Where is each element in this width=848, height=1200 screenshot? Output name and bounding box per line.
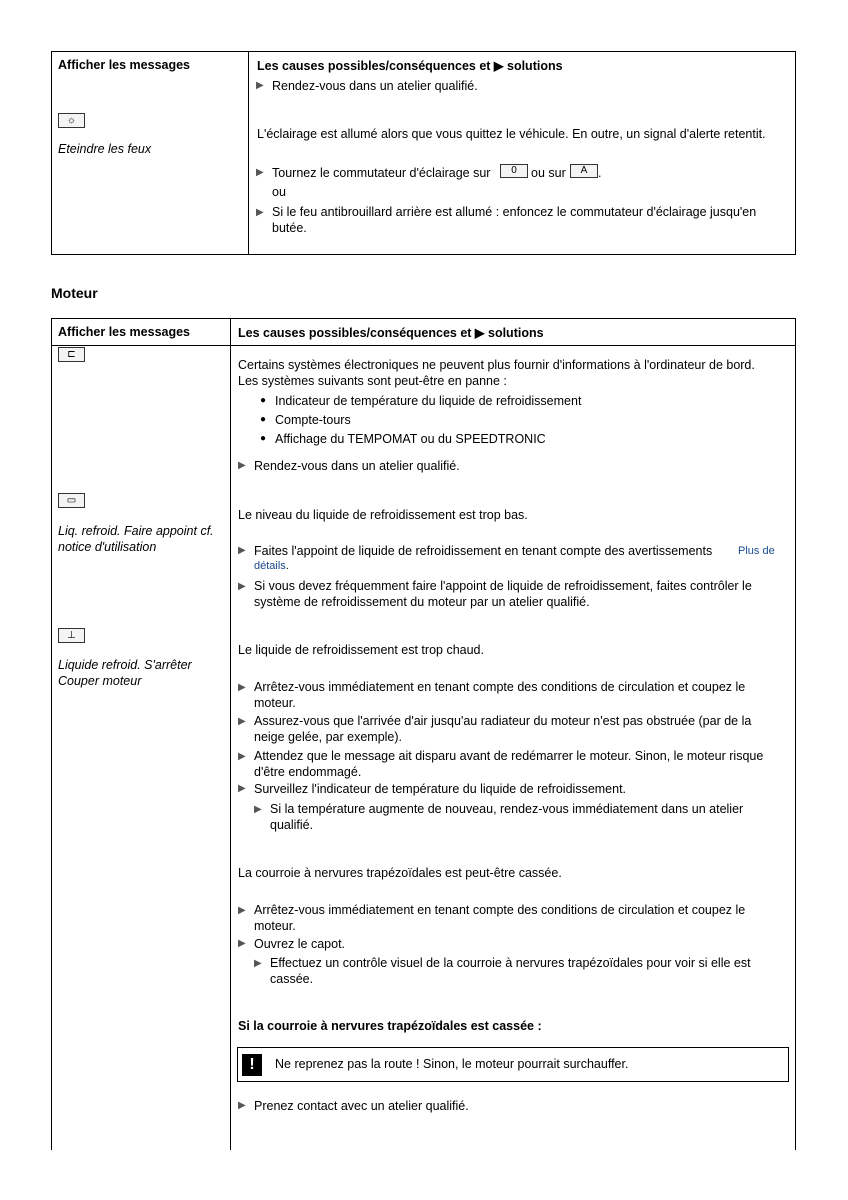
belt-broken-heading: Si la courroie à nervures trapézoïdales est cassée : — [238, 1019, 542, 1033]
bullet-item: ● Affichage du TEMPOMAT ou du SPEEDTRONIC — [275, 432, 546, 446]
coolant-hot-message: Liquide refroid. S'arrêter Couper moteur — [58, 658, 192, 688]
bullet-item: ● Compte-tours — [275, 413, 351, 427]
coolant-level-message: Liq. refroid. Faire appoint cf. notice d'utilisation — [58, 524, 214, 554]
sub-action-item: ▶ Si la température augmente de nouveau, rendez-vous immédiatement dans un atelier qualifié. — [270, 801, 775, 833]
action-item: ▶ Arrêtez-vous immédiatement en tenant compte des conditions de circulation et coupez le moteur. — [254, 902, 779, 934]
switch-position-0-icon: 0 — [500, 164, 528, 178]
table-divider — [248, 51, 249, 255]
link-period: . — [285, 560, 289, 572]
action-item: ▶ Si le feu antibrouillard arrière est allumé : enfoncez le commutateur d'éclairage jusqu'en butée. — [272, 204, 782, 236]
col-header-causes: Les causes possibles/conséquences et ▶ solutions — [257, 59, 563, 73]
col-header-messages: Afficher les messages — [58, 325, 191, 339]
action-item: ▶ Attendez que le message ait disparu avant de redémarrer le moteur. Sinon, le moteur risque d'être endommagé. — [254, 748, 779, 780]
light-icon: ☼ — [58, 113, 85, 128]
action-item: ▶ Assurez-vous que l'arrivée d'air jusqu'au radiateur du moteur n'est pas obstruée (par de la neige gelée, par exemple). — [254, 713, 779, 745]
lights-message: Eteindre les feux — [58, 142, 152, 156]
sub-action-item: ▶ Effectuez un contrôle visuel de la courroie à nervures trapézoïdales pour voir si elle est cassée. — [270, 955, 775, 987]
section-title: Moteur — [51, 285, 98, 301]
engine-cause: Certains systèmes électroniques ne peuvent plus fournir d'informations à l'ordinateur de bord. Les systèmes suivants sont peut-être en panne : — [238, 358, 755, 388]
coolant-temperature-icon: ⊥ — [58, 628, 85, 643]
lights-cause: L'éclairage est allumé alors que vous quittez le véhicule. En outre, un signal d'alerte retentit. — [257, 127, 766, 141]
coolant-reservoir-icon: ▭ — [58, 493, 85, 508]
switch-position-auto-icon: A — [570, 164, 598, 178]
action-item — [272, 166, 490, 180]
or-text: ou — [272, 185, 286, 199]
action-item: ▶ Prenez contact avec un atelier qualifié. — [254, 1099, 469, 1113]
action-item: ▶ Si vous devez fréquemment faire l'appoint de liquide de refroidissement, faites contrôler le système de refroidissement du moteur par un atelier qualifié. — [254, 578, 779, 610]
action-item: ▶ Rendez-vous dans un atelier qualifié. — [272, 79, 478, 93]
action-item: ▶ Arrêtez-vous immédiatement en tenant compte des conditions de circulation et coupez le moteur. — [254, 679, 779, 711]
warning-exclamation-icon: ! — [242, 1054, 262, 1076]
more-details-link-part1[interactable]: Plus de — [738, 545, 775, 557]
more-details-link-line2 — [254, 560, 289, 572]
engine-icon: ⊏ — [58, 347, 85, 362]
col-header-messages: Afficher les messages — [58, 58, 191, 72]
action-item: ▶ Faites l'appoint de liquide de refroidissement en tenant compte des avertissements — [254, 544, 712, 558]
action-text-end: . — [598, 166, 602, 180]
header-underline — [51, 345, 796, 346]
more-details-link-part2[interactable]: détails — [254, 560, 286, 572]
bullet-item: ● Indicateur de température du liquide de refroidissement — [275, 394, 581, 408]
action-item: ▶ Surveillez l'indicateur de température du liquide de refroidissement. — [254, 782, 626, 796]
col-header-causes: Les causes possibles/conséquences et ▶ solutions — [238, 326, 544, 340]
warning-text: Ne reprenez pas la route ! Sinon, le moteur pourrait surchauffer. — [275, 1057, 629, 1071]
belt-cause: La courroie à nervures trapézoïdales est peut-être cassée. — [238, 866, 562, 880]
coolant-level-cause: Le niveau du liquide de refroidissement est trop bas. — [238, 508, 528, 522]
table-divider — [230, 318, 231, 1150]
action-text-mid: ou sur — [531, 166, 566, 180]
action-text: Tournez le commutateur d'éclairage sur — [272, 166, 491, 180]
coolant-hot-cause: Le liquide de refroidissement est trop chaud. — [238, 643, 484, 657]
action-item: ▶ Ouvrez le capot. — [254, 937, 345, 951]
action-item: ▶ Rendez-vous dans un atelier qualifié. — [254, 459, 460, 473]
